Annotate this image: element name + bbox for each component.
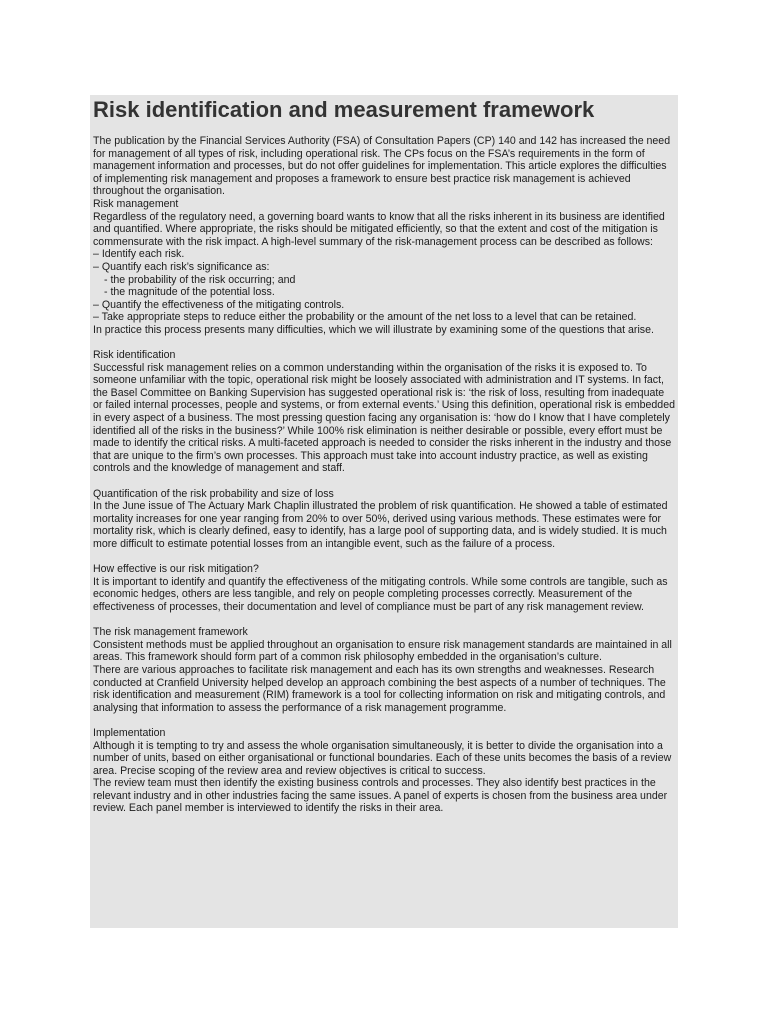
paragraph: There are various approaches to facilitate risk management and each has its own strengths and weaknesses. Research conducted at Cranfield University helped develop an approach combining the best aspects of a number of techniques. The risk identification and measurement (RIM) framework is a tool for collecting information on risk and mitigating controls, and analysing that information to assess the performance of a risk management programme. <box>93 663 666 714</box>
paragraph: The review team must then identify the existing business controls and processes. They also identify best practices in the relevant industry and in other industries facing the same issues. A panel of experts is chosen from the business area under review. Each panel member is interviewed to identify the risks in their area. <box>93 777 668 815</box>
paragraph: The risk management framework <box>93 626 248 639</box>
paragraph: Consistent methods must be applied throughout an organisation to ensure risk management standards are maintained in all areas. This framework should form part of a common risk philosophy embedded in the organisation’s culture. <box>93 638 672 664</box>
paragraph: Implementation <box>93 726 166 739</box>
paragraph-spacer <box>93 475 675 488</box>
paragraph-spacer <box>93 337 675 350</box>
paragraph-spacer <box>93 714 675 727</box>
paragraph: – Quantify each risk’s significance as: <box>93 260 270 273</box>
paragraph-spacer <box>93 551 675 564</box>
list-subitem: - the probability of the risk occurring; and <box>104 273 296 286</box>
paragraph-spacer <box>93 614 675 627</box>
paragraph: In the June issue of The Actuary Mark Chaplin illustrated the problem of risk quantification. He showed a table of estimated mortality increases for one year ranging from 20% to over 50%, derived using various methods. These estimates were for mortality risk, which is clearly defined, easy to identify, has a large pool of supporting data, and is widely studied. It is much more difficult to estimate potential losses from an intangible event, such as the failure of a process. <box>93 500 668 550</box>
paragraph: Risk identification <box>93 349 176 362</box>
paragraph: In practice this process presents many difficulties, which we will illustrate by examining some of the questions that arise. <box>93 323 654 336</box>
paragraph: Risk management <box>93 197 179 210</box>
document-body <box>93 135 675 815</box>
paragraph: It is important to identify and quantify the effectiveness of the mitigating controls. While some controls are tangible, such as economic hedges, others are less tangible, and rely on people completing processes correctly. Measurement of the effectiveness of processes, their documentation and level of compliance must be part of any risk management review. <box>93 575 668 613</box>
document-panel <box>90 95 678 928</box>
paragraph: Regardless of the regulatory need, a governing board wants to know that all the risks inherent in its business are identified and quantified. Where appropriate, the risks should be mitigated efficiently, so that the extent and cost of the mitigation is commensurate with the risk impact. A high-level summary of the risk-management process can be described as follows: <box>93 210 665 248</box>
paragraph: – Identify each risk. <box>93 248 185 261</box>
paragraph: – Take appropriate steps to reduce either the probability or the amount of the net loss to a level that can be retained. <box>93 311 637 324</box>
page-title: Risk identification and measurement framework <box>93 97 595 122</box>
paragraph: Quantification of the risk probability and size of loss <box>93 487 334 500</box>
paragraph: – Quantify the effectiveness of the mitigating controls. <box>93 298 345 311</box>
paragraph: The publication by the Financial Services Authority (FSA) of Consultation Papers (CP) 140 and 142 has increased the need for management of all types of risk, including operational risk. The CPs focus on the FSA’s requirements in the form of management information and processes, but do not offer guidelines for implementation. This article explores the difficulties of implementing risk management and proposes a framework to ensure best practice risk management is achieved throughout the organisation. <box>93 135 671 198</box>
list-subitem: - the magnitude of the potential loss. <box>104 286 275 299</box>
paragraph: How effective is our risk mitigation? <box>93 563 259 576</box>
paragraph: Successful risk management relies on a common understanding within the organisation of the risks it is exposed to. To someone unfamiliar with the topic, operational risk might be loosely associated with administration and IT systems. In fact, the Basel Committee on Banking Supervision has suggested operational risk is: ‘the risk of loss, resulting from inadequate or failed internal processes, people and systems, or from external events.’ Using this definition, operational risk is embedded in every aspect of a business. The most pressing question facing any organisation is: ‘how do I know that I have completely identified all of the risks in the business?’ While 100% risk elimination is neither desirable or possible, every effort must be made to identify the critical risks. A multi-faceted approach is needed to consider the risks inherent in the industry and those that are unique to the firm’s own processes. This approach must take into account industry practice, as well as existing controls and the knowledge of management and staff. <box>93 361 675 475</box>
paragraph: Although it is tempting to try and assess the whole organisation simultaneously, it is better to divide the organisation into a number of units, based on either organisational or functional boundaries. Each of these units becomes the basis of a review area. Precise scoping of the review area and review objectives is critical to success. <box>93 739 672 777</box>
